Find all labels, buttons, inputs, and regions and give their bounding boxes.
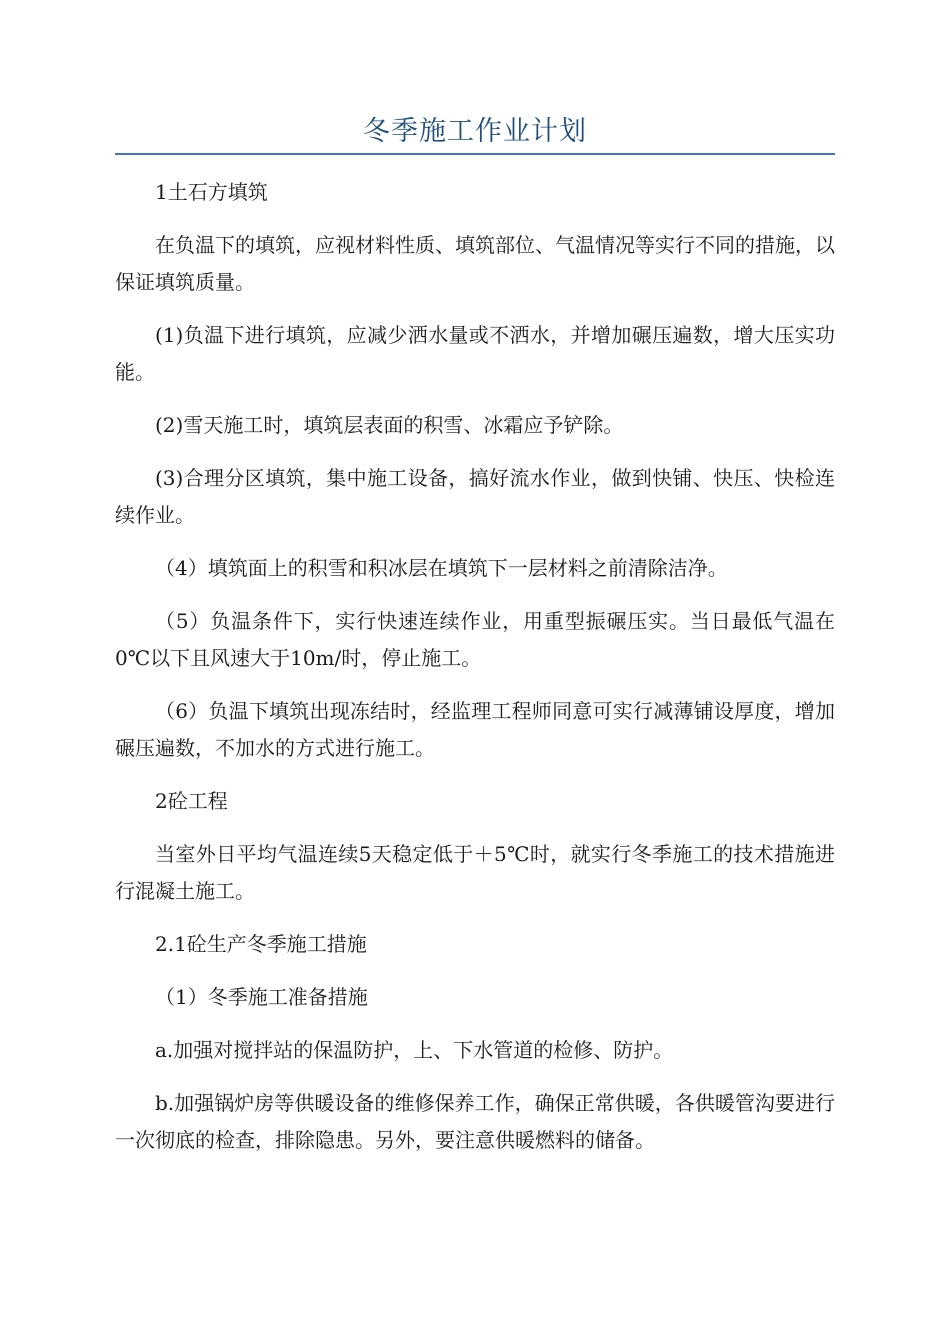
subsection-heading: 2.1砼生产冬季施工措施: [155, 932, 367, 956]
list-item: b.加强锅炉房等供暖设备的维修保养工作，确保正常供暖，各供暖管沟要进行一次彻底的检查，排除隐患。另外，要注意供暖燃料的储备。: [115, 1091, 835, 1152]
list-item: (1)负温下进行填筑，应减少洒水量或不洒水，并增加碾压遍数，增大压实功能。: [115, 323, 835, 384]
paragraph: 当室外日平均气温连续5天稳定低于＋5℃时，就实行冬季施工的技术措施进行混凝土施工。: [115, 842, 835, 903]
list-item: （4）填筑面上的积雪和积冰层在填筑下一层材料之前清除洁净。: [155, 556, 728, 580]
list-item: （6）负温下填筑出现冻结时，经监理工程师同意可实行减薄铺设厚度，增加碾压遍数，不加水的方式进行施工。: [115, 699, 835, 760]
list-item: a.加强对搅拌站的保温防护，上、下水管道的检修、防护。: [155, 1038, 674, 1062]
sub-subsection-heading: （1）冬季施工准备措施: [155, 985, 368, 1009]
section-heading-concrete: 2砼工程: [155, 789, 228, 813]
document-body: [115, 174, 835, 1175]
list-item: （5）负温条件下，实行快速连续作业，用重型振碾压实。当日最低气温在0℃以下且风速大于10m/时，停止施工。: [115, 609, 835, 670]
title-underline: [115, 153, 835, 155]
page-title: 冬季施工作业计划: [363, 116, 587, 147]
list-item: (3)合理分区填筑，集中施工设备，搞好流水作业，做到快铺、快压、快检连续作业。: [115, 466, 835, 527]
section-heading-earthwork: 1土石方填筑: [155, 180, 268, 204]
paragraph: 在负温下的填筑，应视材料性质、填筑部位、气温情况等实行不同的措施，以保证填筑质量。: [115, 233, 835, 294]
list-item: (2)雪天施工时，填筑层表面的积雪、冰霜应予铲除。: [155, 413, 624, 437]
